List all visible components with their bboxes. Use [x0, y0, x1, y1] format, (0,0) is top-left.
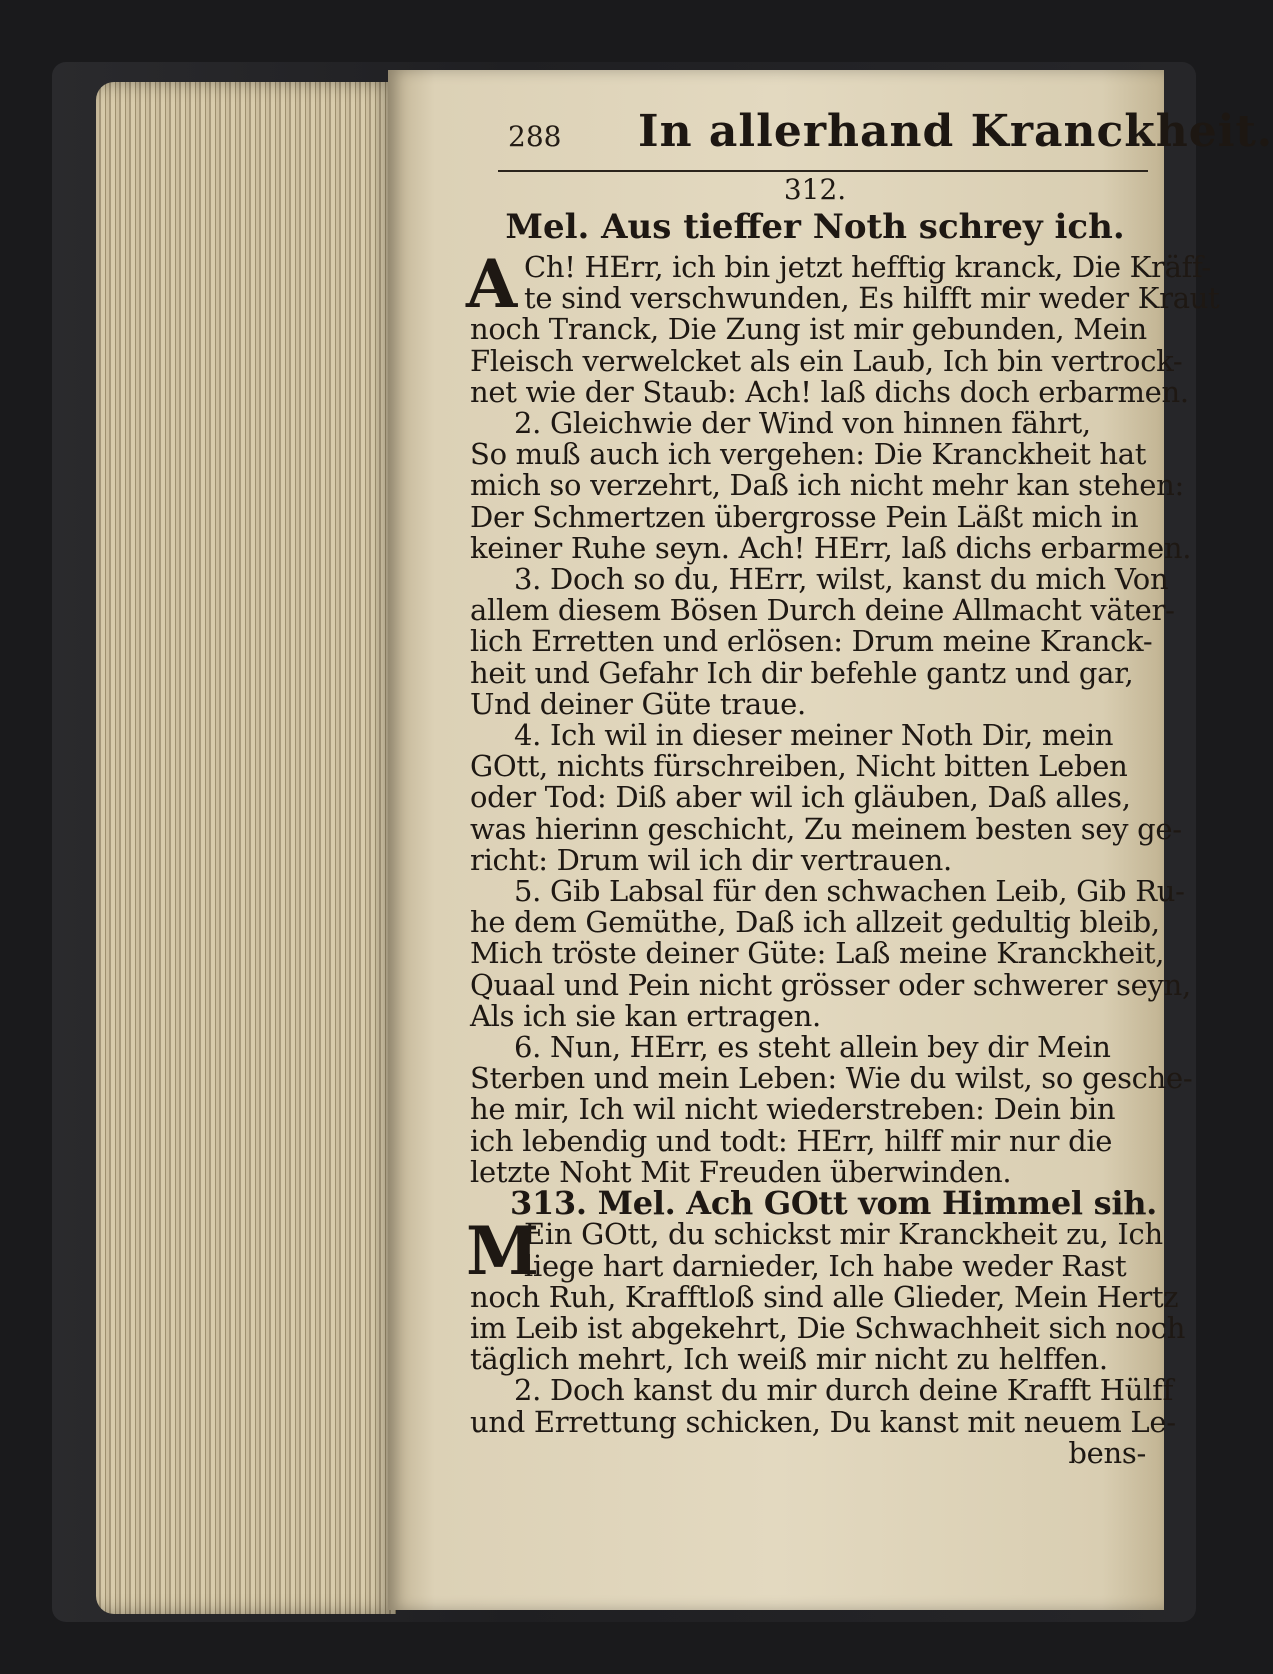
text-line: 4. Ich wil in dieser meiner Noth Dir, mein	[514, 718, 1114, 753]
melody-line-312: Mel. Aus tieffer Noth schrey ich.	[505, 207, 1125, 247]
text-line: lich Erretten und erlösen: Drum meine Kranck-	[470, 624, 1153, 659]
text-line: te sind verschwunden, Es hilfft mir weder Kraut	[524, 281, 1220, 316]
catchword: bens-	[1068, 1435, 1146, 1470]
text-line: 6. Nun, HErr, es steht allein bey dir Mein	[514, 1030, 1111, 1065]
text-line: 5. Gib Labsal für den schwachen Leib, Gib Ru-	[514, 874, 1185, 909]
text-line: Mich tröste deiner Güte: Laß meine Kranckheit,	[470, 936, 1165, 971]
text-line: Sterben und mein Leben: Wie du wilst, so gesche-	[470, 1061, 1193, 1096]
text-line: täglich mehrt, Ich weiß mir nicht zu helffen.	[470, 1342, 1108, 1377]
text-line: he mir, Ich wil nicht wiederstreben: Dein bin	[470, 1092, 1116, 1127]
text-line: ich lebendig und todt: HErr, hilff mir nur die	[470, 1123, 1113, 1158]
text-line: liege hart darnieder, Ich habe weder Rast	[524, 1248, 1127, 1283]
text-line: Der Schmertzen übergrosse Pein Läßt mich in	[470, 499, 1139, 534]
running-title: In allerhand Kranckheit.	[638, 106, 1273, 157]
text-line: GOtt, nichts fürschreiben, Nicht bitten Leben	[470, 749, 1128, 784]
text-line: Als ich sie kan ertragen.	[470, 998, 821, 1033]
text-line: richt: Drum wil ich dir vertrauen.	[470, 842, 952, 877]
text-line: net wie der Staub: Ach! laß dichs doch erbarmen.	[470, 374, 1189, 409]
melody-line-313: 313. Mel. Ach GOtt vom Himmel sih.	[510, 1184, 1158, 1223]
text-line: he dem Gemüthe, Daß ich allzeit gedultig bleib,	[470, 905, 1160, 940]
dropcap-312: A	[466, 245, 518, 323]
text-line: letzte Noht Mit Freuden überwinden.	[470, 1154, 1012, 1189]
text-line: 3. Doch so du, HErr, wilst, kanst du mich Von	[514, 562, 1169, 597]
text-line: 2. Gleichwie der Wind von hinnen fährt,	[514, 406, 1091, 441]
hymn-313-body	[466, 1212, 1186, 1439]
text-line: allem diesem Bösen Durch deine Allmacht väter-	[470, 593, 1175, 628]
page-number: 288	[508, 120, 562, 153]
text-line: im Leib ist abgekehrt, Die Schwachheit sich noch	[470, 1310, 1186, 1345]
dropcap-313: M	[466, 1212, 540, 1291]
text-line: oder Tod: Diß aber wil ich gläuben, Daß alles,	[470, 780, 1131, 815]
page-edges	[96, 82, 396, 1614]
text-line: was hierinn geschicht, Zu meinem besten sey ge-	[470, 811, 1182, 846]
text-block	[466, 173, 1220, 1470]
page-header	[498, 106, 1273, 172]
hymn-number-312: 312.	[783, 173, 847, 206]
text-line: noch Tranck, Die Zung ist mir gebunden, Mein	[470, 312, 1147, 347]
text-line: Ch! HErr, ich bin jetzt hefftig kranck, Die Kräff-	[524, 250, 1211, 284]
text-line: Ein GOtt, du schickst mir Kranckheit zu, Ich	[524, 1217, 1163, 1252]
text-line: Fleisch verwelcket als ein Laub, Ich bin vertrock-	[470, 343, 1183, 378]
text-line: und Errettung schicken, Du kanst mit neuem Le-	[470, 1404, 1176, 1439]
text-line: heit und Gefahr Ich dir befehle gantz und gar,	[470, 655, 1134, 690]
text-line: noch Ruh, Krafftloß sind alle Glieder, Mein Hertz	[470, 1279, 1179, 1314]
text-line: So muß auch ich vergehen: Die Kranckheit hat	[470, 437, 1147, 472]
text-line: mich so verzehrt, Daß ich nicht mehr kan stehen:	[470, 468, 1184, 503]
book-page	[388, 70, 1273, 1610]
text-line: Quaal und Pein nicht grösser oder schwerer seyn,	[470, 967, 1191, 1002]
hymn-312-body	[466, 245, 1220, 1189]
text-line: Und deiner Güte traue.	[470, 686, 806, 721]
text-line: keiner Ruhe seyn. Ach! HErr, laß dichs erbarmen.	[470, 530, 1192, 565]
text-line: 2. Doch kanst du mir durch deine Krafft Hülff	[514, 1373, 1174, 1408]
